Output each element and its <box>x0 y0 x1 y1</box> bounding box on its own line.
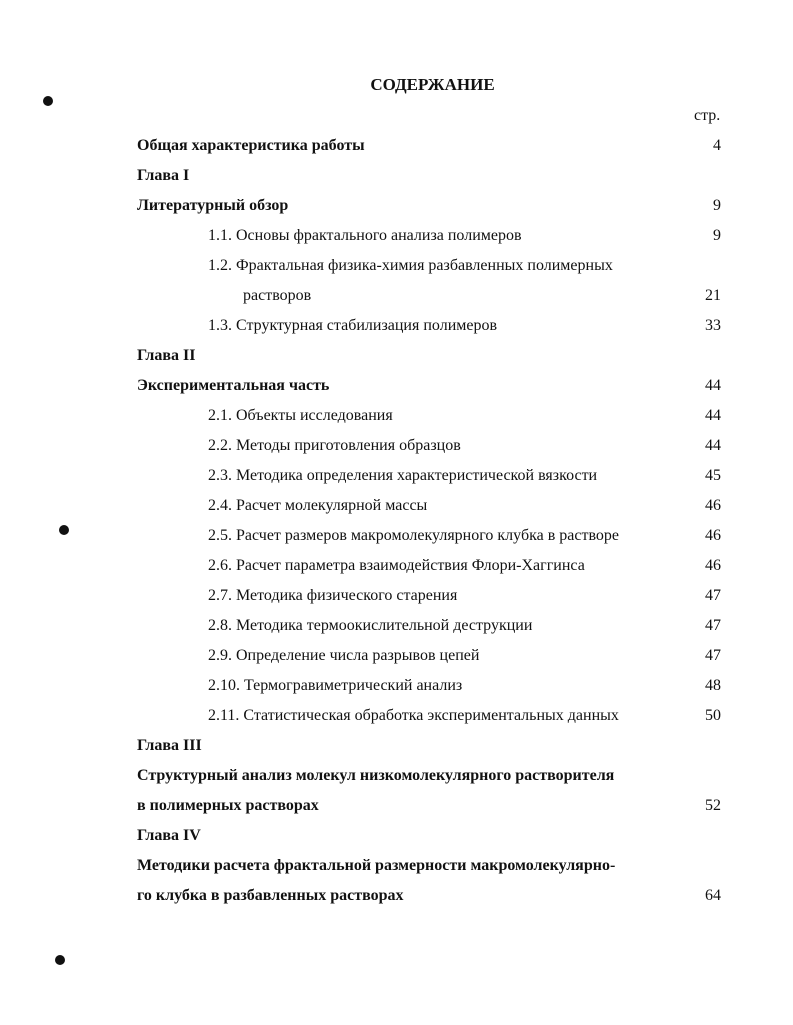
toc-entry-text: Глава III <box>137 737 202 754</box>
toc-entry-page: 48 <box>705 677 721 694</box>
toc-entry-page: 47 <box>705 647 721 664</box>
toc-entry-text: в полимерных растворах <box>137 797 319 814</box>
toc-entry-page: 44 <box>705 377 721 394</box>
toc-entry-page: 46 <box>705 497 721 514</box>
toc-entry-text: Методики расчета фрактальной размерности макромолекулярно- <box>137 857 616 874</box>
toc-entry-page: 44 <box>705 407 721 424</box>
toc-entry-text: Общая характеристика работы <box>137 137 365 154</box>
toc-entry-page: 47 <box>705 617 721 634</box>
toc-entry-text: 2.9. Определение числа разрывов цепей <box>208 647 480 664</box>
toc-entry-text: растворов <box>243 287 312 304</box>
toc-entry-text: Глава I <box>137 167 190 184</box>
toc-entry-page: 47 <box>705 587 721 604</box>
scan-punch-mark <box>43 96 53 106</box>
toc-entry-text: 2.8. Методика термоокислительной деструкции <box>208 617 533 634</box>
toc-entry-page: 44 <box>705 437 721 454</box>
toc-entry-page: 21 <box>705 287 721 304</box>
toc-entry-page: 52 <box>705 797 721 814</box>
toc-entry-text: Глава IV <box>137 827 201 844</box>
toc-entry-page: 50 <box>705 707 721 724</box>
page-title: СОДЕРЖАНИЕ <box>370 75 495 94</box>
toc-entry-text: 2.3. Методика определения характеристической вязкости <box>208 467 598 484</box>
toc-entry-page: 33 <box>705 317 721 334</box>
toc-entry-text: Литературный обзор <box>137 197 289 214</box>
toc-entry-page: 64 <box>705 887 721 904</box>
toc-entry-text: 2.7. Методика физического старения <box>208 587 458 604</box>
page-column-label: стр. <box>694 107 721 124</box>
toc-entry-text: Структурный анализ молекул низкомолекулярного растворителя <box>137 767 615 784</box>
toc-entry-text: 2.2. Методы приготовления образцов <box>208 437 461 454</box>
toc-entry-text: 1.2. Фрактальная физика-химия разбавленных полимерных <box>208 257 613 274</box>
toc-entry-text: 1.1. Основы фрактального анализа полимеров <box>208 227 522 244</box>
toc-entry-text: Экспериментальная часть <box>137 377 330 394</box>
toc-entry-text: 2.11. Статистическая обработка экспериментальных данных <box>208 707 619 724</box>
toc-entry-page: 9 <box>713 227 721 244</box>
toc-entry-page: 46 <box>705 527 721 544</box>
toc-entry-text: 2.6. Расчет параметра взаимодействия Флори-Хаггинса <box>208 557 585 574</box>
toc-entry-page: 45 <box>705 467 721 484</box>
toc-entry-text: 2.4. Расчет молекулярной массы <box>208 497 428 514</box>
toc-entry-page: 46 <box>705 557 721 574</box>
toc-entry-text: 2.1. Объекты исследования <box>208 407 393 424</box>
toc-entry-text: 1.3. Структурная стабилизация полимеров <box>208 317 498 334</box>
toc-entry-page: 4 <box>713 137 721 154</box>
toc-entry-text: 2.10. Термогравиметрический анализ <box>208 677 463 694</box>
toc-entry-page: 9 <box>713 197 721 214</box>
toc-entry-text: Глава II <box>137 347 196 364</box>
toc-entry-text: го клубка в разбавленных растворах <box>137 887 404 904</box>
scan-punch-mark <box>59 525 69 535</box>
toc-entry-text: 2.5. Расчет размеров макромолекулярного клубка в растворе <box>208 527 620 544</box>
scan-punch-mark <box>55 955 65 965</box>
